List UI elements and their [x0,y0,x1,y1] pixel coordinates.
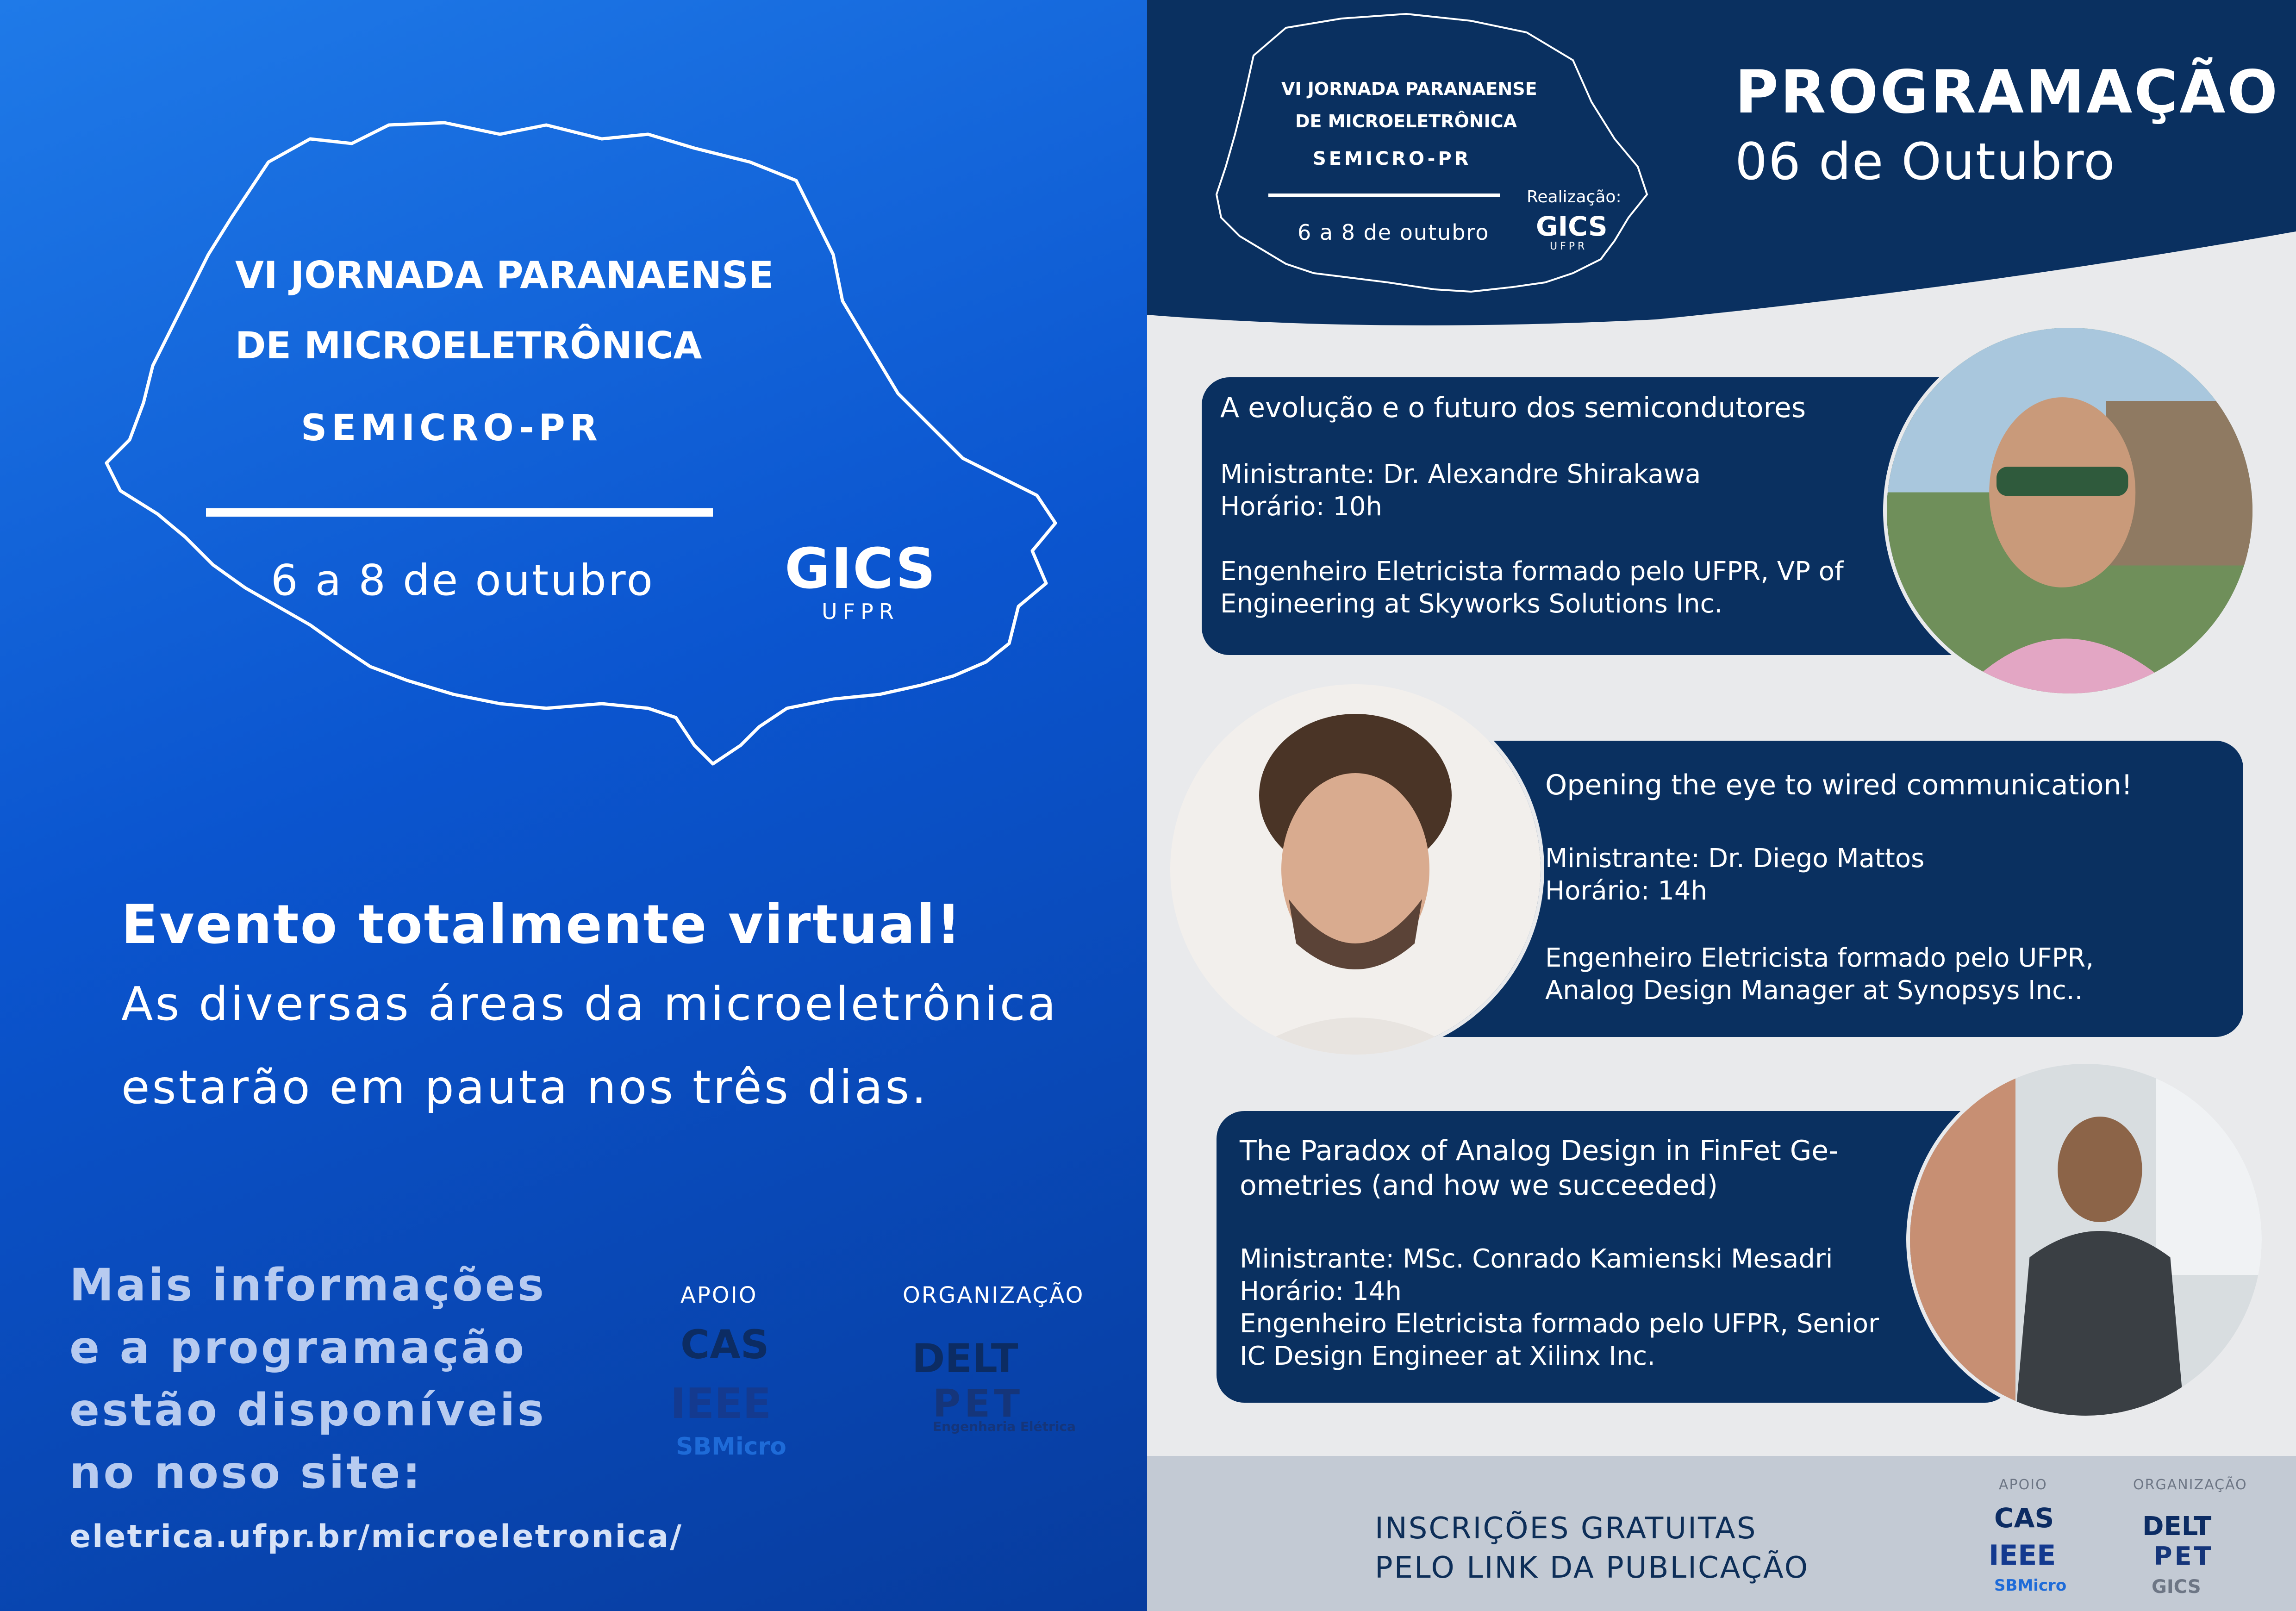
pet-logo-sub: Engenharia Elétrica [933,1419,1076,1434]
registration-line1: INSCRIÇÕES GRATUITAS [1375,1511,1757,1546]
info-line3: estão disponíveis [69,1384,546,1436]
footer-cas-logo: CAS [1994,1502,2054,1534]
mini-divider [1268,194,1500,197]
sbmicro-logo: SBMicro [676,1433,786,1461]
footer-pet-logo: PET [2154,1542,2214,1571]
mini-gics-sub: UFPR [1550,241,1588,252]
talk-card-3 [1217,1111,2013,1403]
gics-logo-sub: UFPR [822,599,899,624]
apoio-label: APOIO [680,1282,758,1308]
event-dates: 6 a 8 de outubro [271,556,655,605]
footer-gics-logo: GICS [2152,1576,2201,1598]
talk-bio-line1: Engenheiro Eletricista formado pelo UFPR, VP of [1220,556,1844,587]
registration-line2: PELO LINK DA PUBLICAÇÃO [1375,1551,1809,1585]
right-schedule-panel [1147,0,2296,1611]
speaker-photo-1 [1883,324,2256,697]
organizacao-label: ORGANIZAÇÃO [903,1282,1085,1308]
mini-gics-logo: GICS [1536,211,1608,242]
talk-speaker: Ministrante: MSc. Conrado Kamienski Mesadri [1240,1244,1833,1274]
footer-ieee-logo: IEEE [1989,1539,2056,1572]
footer-sbmicro-logo: SBMicro [1994,1576,2067,1595]
website-link[interactable]: eletrica.ufpr.br/microeletronica/ [69,1518,683,1555]
gics-logo-text: GICS [785,537,936,601]
talk-title: Opening the eye to wired communication! [1545,769,2133,801]
speaker-photo-3 [1906,1060,2265,1419]
info-line2: e a programação [69,1322,527,1374]
schedule-title: PROGRAMAÇÃO [1735,58,2280,127]
event-description-line2: estarão em pauta nos três dias. [121,1060,929,1114]
talk-time: Horário: 14h [1240,1276,1402,1306]
info-line1: Mais informações [69,1259,547,1311]
event-title-line1: VI JORNADA PARANAENSE [235,254,774,297]
gics-logo [785,537,936,624]
schedule-date: 06 de Outubro [1735,132,2116,191]
talk-bio-line2: Engineering at Skyworks Solutions Inc. [1220,589,1723,619]
delt-logo: DELT [912,1336,1018,1382]
talk-title-line2: ometries (and how we succeeded) [1240,1169,1718,1202]
cas-logo: CAS [680,1322,769,1368]
ieee-logo: IEEE [670,1380,771,1428]
footer-apoio-label: APOIO [1999,1477,2047,1493]
talk-time: Horário: 10h [1220,492,1382,522]
left-poster-panel [0,0,1147,1611]
talk-title-line1: The Paradox of Analog Design in FinFet Ge- [1240,1135,1839,1167]
virtual-event-heading: Evento totalmente virtual! [121,893,962,956]
header-band [1147,0,2296,352]
title-divider [206,508,713,517]
talk-bio-line1: Engenheiro Eletricista formado pelo UFPR, Senior [1240,1309,1879,1339]
talk-speaker: Ministrante: Dr. Diego Mattos [1545,843,1925,874]
speaker-photo-2 [1167,681,1544,1058]
talk-bio-line1: Engenheiro Eletricista formado pelo UFPR, [1545,943,2094,973]
talk-title: A evolução e o futuro dos semicondutores [1220,392,1806,424]
talk-time: Horário: 14h [1545,876,1707,906]
talk-speaker: Ministrante: Dr. Alexandre Shirakawa [1220,459,1701,489]
mini-title-line2: DE MICROELETRÔNICA [1295,111,1517,131]
event-subtitle: SEMICRO-PR [301,407,602,449]
info-line4: no noso site: [69,1447,423,1499]
event-description-line1: As diversas áreas da microeletrônica [121,977,1058,1031]
mini-dates: 6 a 8 de outubro [1298,220,1490,245]
event-title-line2: DE MICROELETRÔNICA [235,324,702,367]
pet-logo: PET [933,1382,1024,1426]
mini-subtitle: SEMICRO-PR [1313,148,1472,169]
talk-bio-line2: Analog Design Manager at Synopsys Inc.. [1545,975,2083,1005]
talk-bio-line2: IC Design Engineer at Xilinx Inc. [1240,1341,1655,1371]
footer-organizacao-label: ORGANIZAÇÃO [2133,1477,2247,1493]
footer-delt-logo: DELT [2142,1511,2212,1542]
realizacao-label: Realização: [1527,187,1622,206]
mini-title-line1: VI JORNADA PARANAENSE [1281,79,1537,99]
